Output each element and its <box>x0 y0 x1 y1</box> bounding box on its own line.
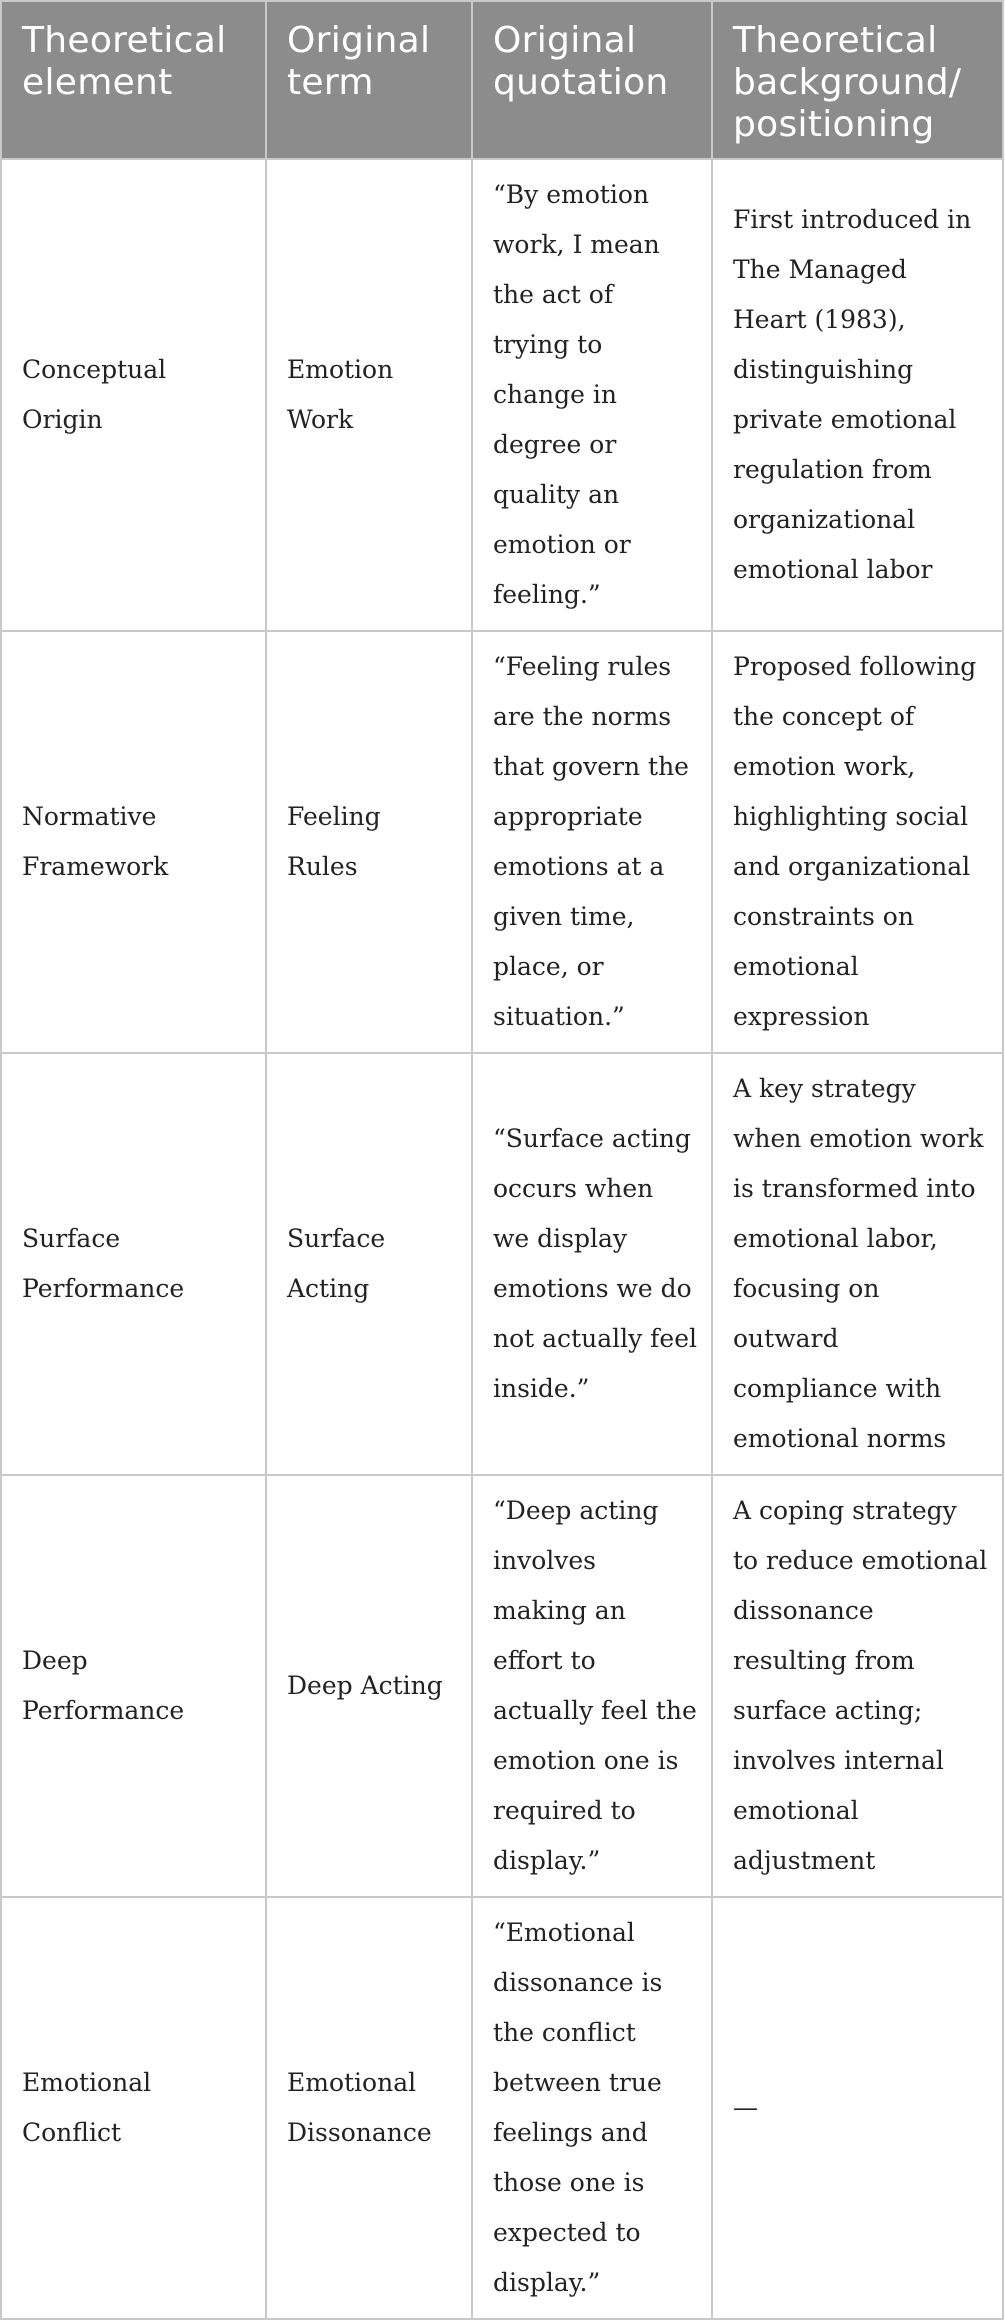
cell-element: Normative Framework <box>1 631 266 1053</box>
cell-quotation: “Feeling rules are the norms that govern the appropriate emotions at a given time, place, or situation.” <box>472 631 712 1053</box>
cell-background: A coping strategy to reduce emotional dissonance resulting from surface acting; involves internal emotional adjustment <box>712 1475 1003 1897</box>
cell-background: Proposed following the concept of emotion work, highlighting social and organizational constraints on emotional expression <box>712 631 1003 1053</box>
table-row <box>1 1475 1003 1897</box>
cell-element: Deep Performance <box>1 1475 266 1897</box>
table-row <box>1 631 1003 1053</box>
table-body <box>1 159 1003 2319</box>
table-row <box>1 1897 1003 2319</box>
cell-term: Emotional Dissonance <box>266 1897 472 2319</box>
table-row <box>1 159 1003 631</box>
cell-quotation: “Surface acting occurs when we display emotions we do not actually feel inside.” <box>472 1053 712 1475</box>
table-header <box>1 1 1003 159</box>
header-original-term: Original term <box>266 1 472 159</box>
header-theoretical-element: Theoretical element <box>1 1 266 159</box>
cell-element: Conceptual Origin <box>1 159 266 631</box>
cell-background: — <box>712 1897 1003 2319</box>
header-row <box>1 1 1003 159</box>
cell-background: First introduced in The Managed Heart (1983), distinguishing private emotional regulation from organizational emotional labor <box>712 159 1003 631</box>
cell-term: Feeling Rules <box>266 631 472 1053</box>
cell-element: Surface Performance <box>1 1053 266 1475</box>
table-row <box>1 1053 1003 1475</box>
cell-background: A key strategy when emotion work is transformed into emotional labor, focusing on outward compliance with emotional norms <box>712 1053 1003 1475</box>
cell-term: Emotion Work <box>266 159 472 631</box>
cell-quotation: “Emotional dissonance is the conflict between true feelings and those one is expected to display.” <box>472 1897 712 2319</box>
header-theoretical-background: Theoretical background/ positioning <box>712 1 1003 159</box>
cell-term: Surface Acting <box>266 1053 472 1475</box>
cell-quotation: “By emotion work, I mean the act of trying to change in degree or quality an emotion or feeling.” <box>472 159 712 631</box>
cell-quotation: “Deep acting involves making an effort to actually feel the emotion one is required to display.” <box>472 1475 712 1897</box>
header-original-quotation: Original quotation <box>472 1 712 159</box>
cell-element: Emotional Conflict <box>1 1897 266 2319</box>
cell-term: Deep Acting <box>266 1475 472 1897</box>
